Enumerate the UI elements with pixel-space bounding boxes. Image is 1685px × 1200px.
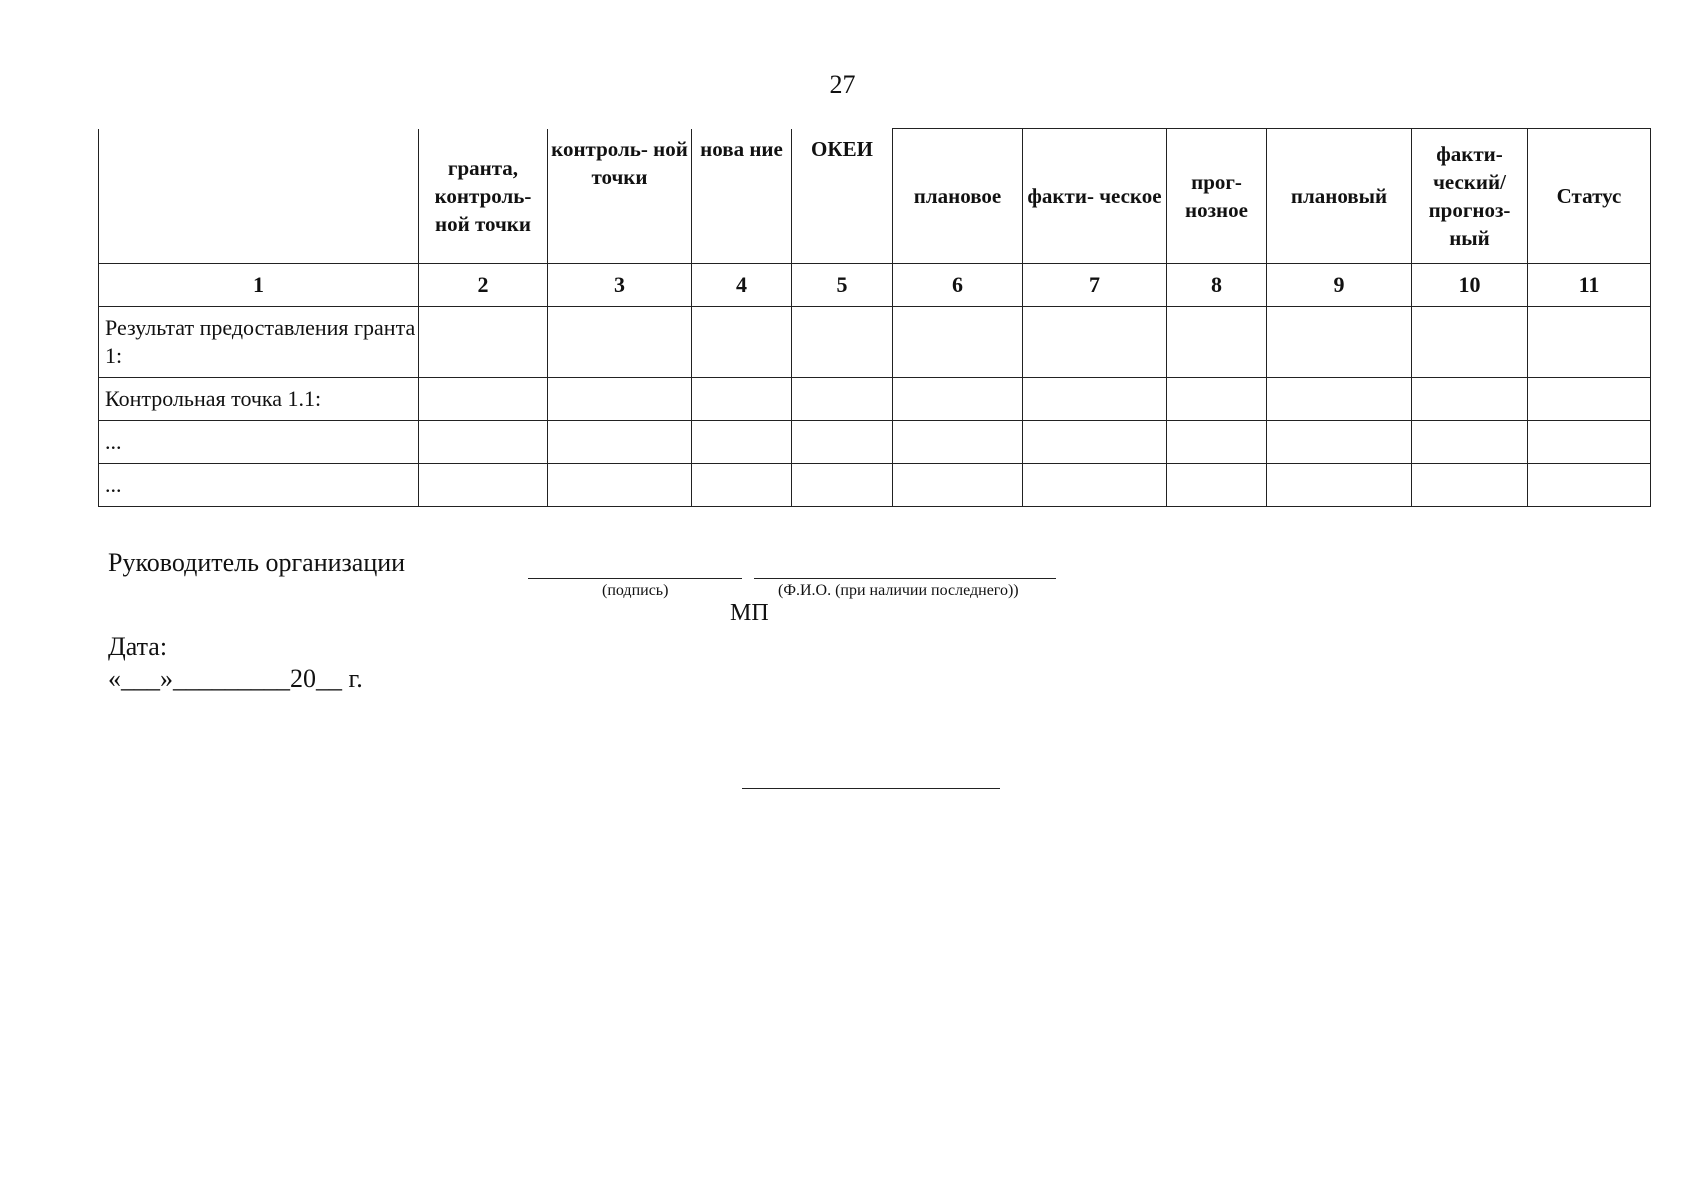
table-cell[interactable] (1023, 463, 1167, 506)
table-cell[interactable] (1267, 463, 1412, 506)
table-cell[interactable] (1412, 420, 1528, 463)
table-cell[interactable] (1023, 306, 1167, 377)
row-label (99, 420, 419, 463)
column-number: 11 (1528, 263, 1651, 306)
row-label (99, 377, 419, 420)
table-cell[interactable] (893, 306, 1023, 377)
table-cell[interactable] (1167, 377, 1267, 420)
header-cell-3: контроль- ной точки (548, 129, 692, 264)
table-cell[interactable] (1528, 463, 1651, 506)
table-cell[interactable] (548, 377, 692, 420)
table-cell[interactable] (1528, 306, 1651, 377)
header-cell-1 (99, 129, 419, 264)
table-cell[interactable] (692, 306, 792, 377)
table-cell[interactable] (419, 377, 548, 420)
table-cell[interactable] (1167, 306, 1267, 377)
table-cell[interactable] (1528, 377, 1651, 420)
column-number: 2 (419, 263, 548, 306)
table-header-row (99, 129, 1651, 264)
header-cell-7: факти- ческое (1023, 129, 1167, 264)
table-cell[interactable] (1412, 306, 1528, 377)
head-of-organization-label: Руководитель организации (108, 548, 406, 577)
name-caption: (Ф.И.О. (при наличии последнего)) (778, 582, 1019, 599)
table-cell[interactable] (692, 377, 792, 420)
signature-line[interactable] (528, 578, 742, 579)
table-cell[interactable] (792, 377, 893, 420)
row-label (99, 306, 419, 377)
date-fill-line[interactable]: «___»_________20__ г. (108, 664, 363, 693)
table-cell[interactable] (1412, 377, 1528, 420)
column-number: 8 (1167, 263, 1267, 306)
table-cell[interactable] (692, 463, 792, 506)
table-cell[interactable] (548, 420, 692, 463)
column-number: 4 (692, 263, 792, 306)
table-cell[interactable] (548, 306, 692, 377)
table-cell[interactable] (1167, 463, 1267, 506)
table-cell[interactable] (548, 463, 692, 506)
header-cell-11: Статус (1528, 129, 1651, 264)
header-cell-5: ОКЕИ (792, 129, 893, 264)
table-cell[interactable] (419, 306, 548, 377)
table-cell[interactable] (792, 306, 893, 377)
header-cell-10: факти- ческий/ прогноз- ный (1412, 129, 1528, 264)
table-cell[interactable] (1023, 420, 1167, 463)
row-label-text: ... (105, 471, 122, 497)
table-cell[interactable] (419, 420, 548, 463)
table-cell[interactable] (893, 463, 1023, 506)
table-cell[interactable] (1267, 306, 1412, 377)
table-cell[interactable] (893, 420, 1023, 463)
table-cell[interactable] (1412, 463, 1528, 506)
signature-caption: (подпись) (602, 582, 669, 599)
table-cell[interactable] (792, 463, 893, 506)
table-cell[interactable] (1267, 377, 1412, 420)
header-cell-8: прог- нозное (1167, 129, 1267, 264)
row-label-text: Контрольная точка 1.1: (105, 385, 322, 411)
table-cell[interactable] (1267, 420, 1412, 463)
table-row (99, 463, 1651, 506)
row-label-text: ... (105, 428, 122, 454)
table-cell[interactable] (1528, 420, 1651, 463)
column-number: 3 (548, 263, 692, 306)
header-cell-6: плановое (893, 129, 1023, 264)
column-number-row (99, 263, 1651, 306)
column-number: 5 (792, 263, 893, 306)
header-cell-4: нова ние (692, 129, 792, 264)
table-row (99, 377, 1651, 420)
name-line[interactable] (754, 578, 1056, 579)
table-cell[interactable] (692, 420, 792, 463)
report-table (98, 128, 1651, 507)
table-cell[interactable] (792, 420, 893, 463)
table-cell[interactable] (1167, 420, 1267, 463)
table-cell[interactable] (1023, 377, 1167, 420)
header-cell-9: плановый (1267, 129, 1412, 264)
row-label-text: Результат предоставления гранта 1: (105, 314, 416, 368)
table-row (99, 420, 1651, 463)
column-number: 7 (1023, 263, 1167, 306)
column-number: 6 (893, 263, 1023, 306)
stamp-placeholder: МП (730, 600, 769, 626)
column-number: 1 (99, 263, 419, 306)
date-label: Дата: (108, 632, 168, 661)
column-number: 10 (1412, 263, 1528, 306)
page-number: 27 (829, 70, 856, 99)
table-row (99, 306, 1651, 377)
end-of-document-divider (742, 788, 1000, 789)
table-cell[interactable] (893, 377, 1023, 420)
table-cell[interactable] (419, 463, 548, 506)
header-cell-2: гранта, контроль- ной точки (419, 129, 548, 264)
column-number: 9 (1267, 263, 1412, 306)
row-label (99, 463, 419, 506)
